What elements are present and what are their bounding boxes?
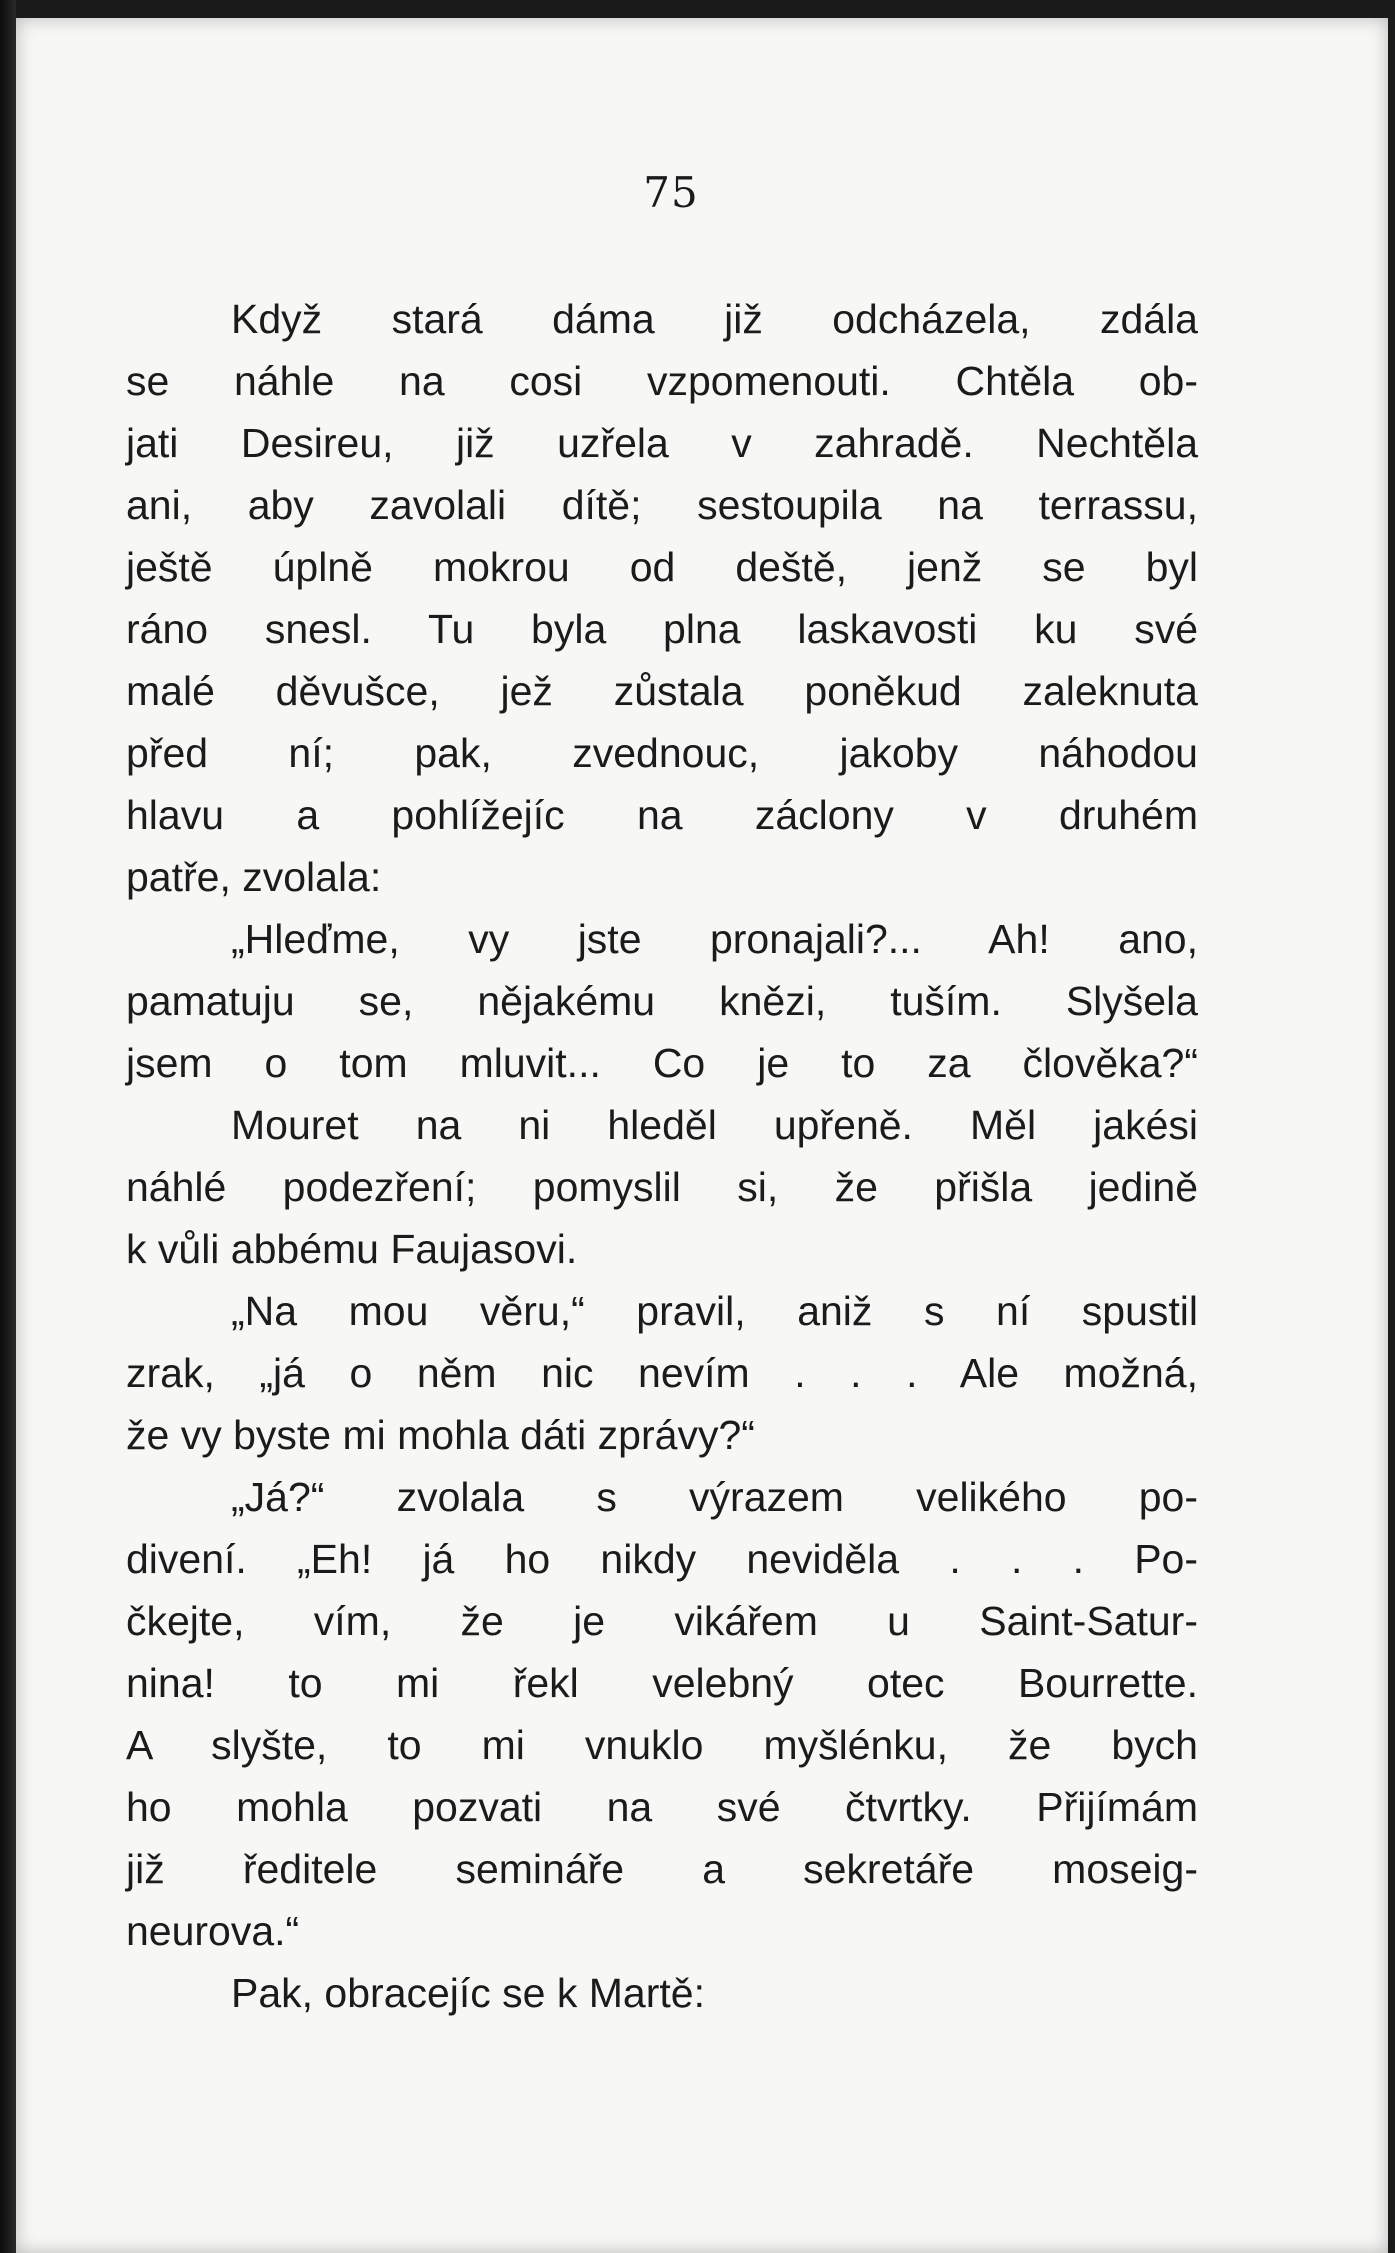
text-line: hlavu a pohlížejíc na záclony v druhém	[126, 792, 1198, 838]
text-line: před ní; pak, zvednouc, jakoby náhodou	[126, 730, 1198, 776]
text-line: nina! to mi řekl velebný otec Bourrette.	[126, 1660, 1198, 1706]
text-line: „Na mou věru,“ pravil, aniž s ní spustil	[231, 1288, 1198, 1334]
text-line: pamatuju se, nějakému knězi, tuším. Slyšela	[126, 978, 1198, 1024]
book-page	[16, 18, 1388, 2253]
text-line: Mouret na ni hleděl upřeně. Měl jakési	[231, 1102, 1198, 1148]
text-line: náhlé podezření; pomyslil si, že přišla jedině	[126, 1164, 1198, 1210]
text-line: malé děvušce, jež zůstala poněkud zaleknuta	[126, 668, 1198, 714]
text-line: čkejte, vím, že je vikářem u Saint-Satur-	[126, 1598, 1198, 1644]
text-line: „Já?“ zvolala s výrazem velikého po-	[231, 1474, 1198, 1520]
text-line: již ředitele semináře a sekretáře moseig-	[126, 1846, 1198, 1892]
text-line: patře, zvolala:	[126, 854, 382, 900]
text-line: jsem o tom mluvit... Co je to za člověka?“	[126, 1040, 1198, 1086]
text-line: ho mohla pozvati na své čtvrtky. Přijímám	[126, 1784, 1198, 1830]
text-line: jati Desireu, již uzřela v zahradě. Nechtěla	[126, 420, 1198, 466]
text-line: k vůli abbému Faujasovi.	[126, 1226, 578, 1272]
text-line: A slyšte, to mi vnuklo myšlénku, že bych	[126, 1722, 1198, 1768]
text-line: Když stará dáma již odcházela, zdála	[231, 296, 1198, 342]
text-line: neurova.“	[126, 1908, 300, 1954]
text-line: ani, aby zavolali dítě; sestoupila na terrassu,	[126, 482, 1198, 528]
text-line: zrak, „já o něm nic nevím . . . Ale možná,	[126, 1350, 1198, 1396]
text-line: ještě úplně mokrou od deště, jenž se byl	[126, 544, 1198, 590]
page-number: 75	[643, 168, 699, 217]
text-line: „Hleďme, vy jste pronajali?... Ah! ano,	[231, 916, 1198, 962]
body-text	[126, 288, 1198, 2024]
text-line: že vy byste mi mohla dáti zprávy?“	[126, 1412, 755, 1458]
text-line: Pak, obracejíc se k Martě:	[231, 1970, 705, 2016]
text-line: se náhle na cosi vzpomenouti. Chtěla ob-	[126, 358, 1198, 404]
page-edge	[0, 0, 16, 2253]
text-line: ráno snesl. Tu byla plna laskavosti ku své	[126, 606, 1198, 652]
text-line: divení. „Eh! já ho nikdy neviděla . . . Po-	[126, 1536, 1198, 1582]
